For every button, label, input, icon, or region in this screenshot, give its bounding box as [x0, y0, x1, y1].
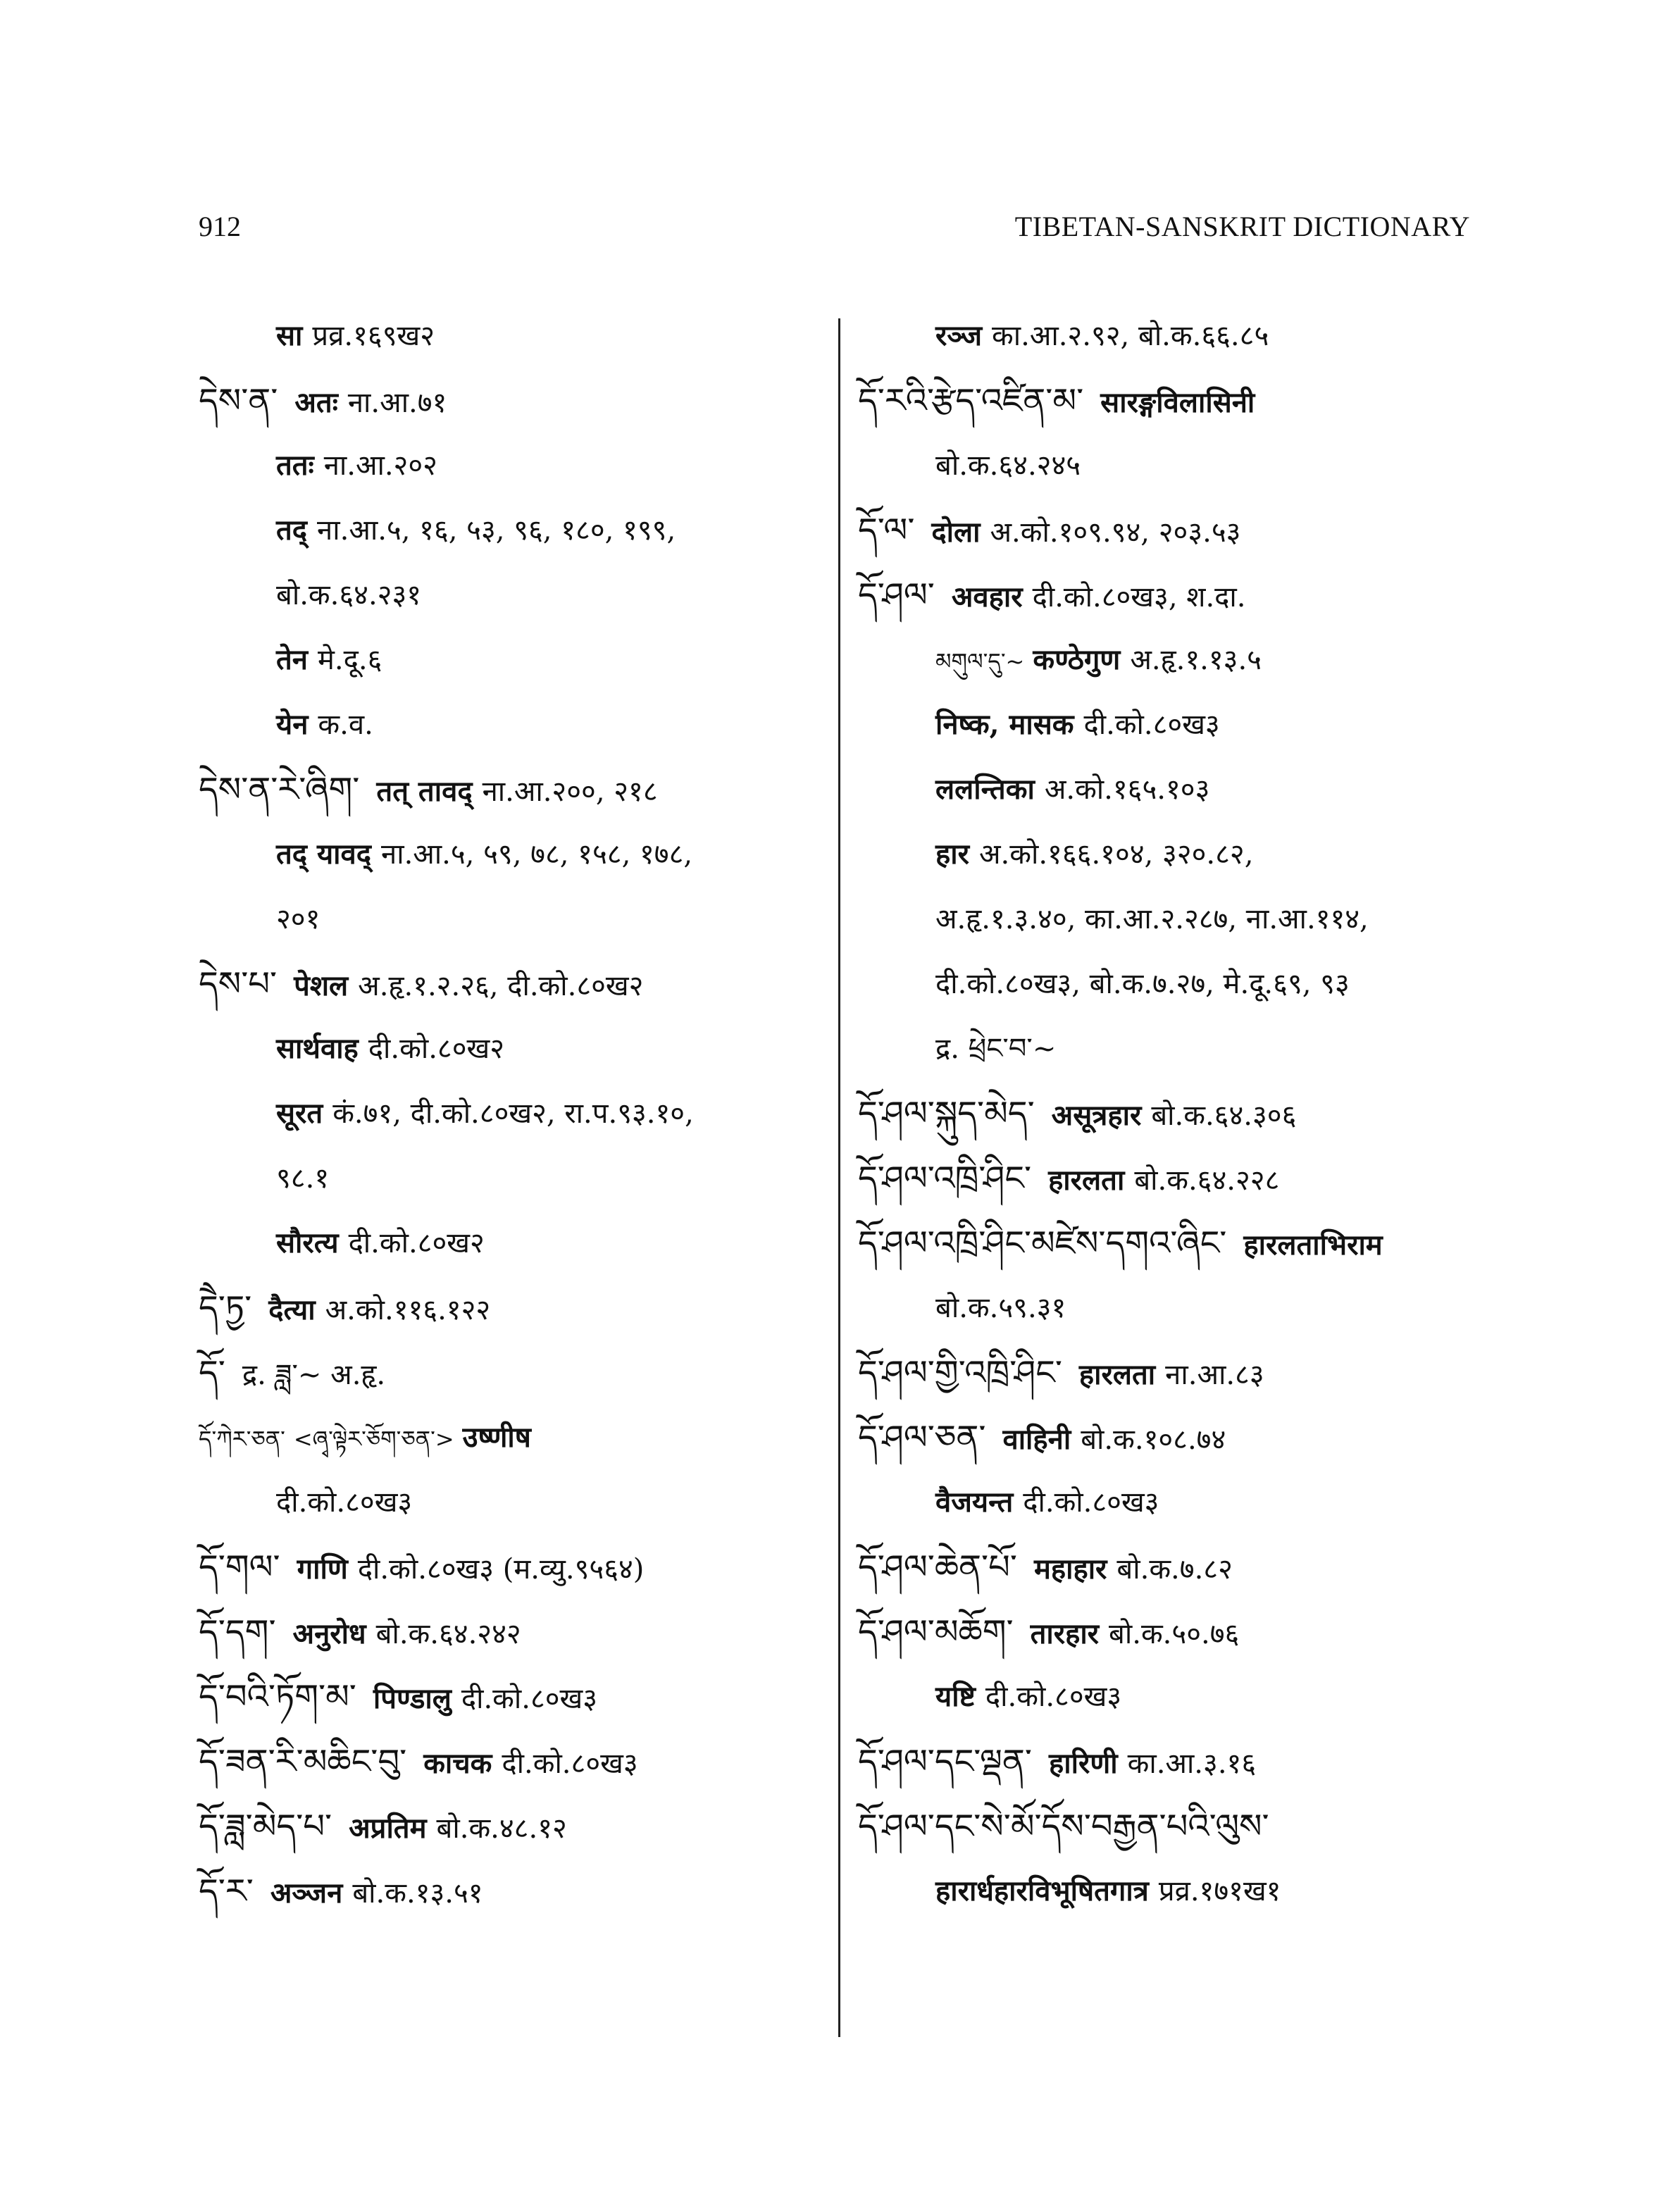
tibetan-headword: དོ་ཤལ་མཆོག་ — [858, 1612, 1014, 1652]
sanskrit-term: रञ्ज — [935, 319, 983, 352]
dictionary-entry — [858, 1353, 1492, 1393]
source-reference: ना.आ.५, १६, ५३, ९६, १८०, १९९, — [317, 514, 676, 547]
tibetan-headword: དོ་ཤལ་སྐུད་མེད་ — [858, 1094, 1035, 1133]
sanskrit-term: तारहार — [1030, 1617, 1100, 1650]
tibetan-headword: དོ་ལ་ — [858, 511, 915, 550]
dictionary-entry — [199, 1420, 819, 1455]
dictionary-entry — [858, 381, 1492, 421]
dictionary-entry — [199, 1874, 819, 1909]
entry-continuation — [199, 513, 819, 548]
source-reference: अ.को.११६.१२२ — [325, 1294, 491, 1326]
source-reference: बो.क.४८.१२ — [436, 1812, 567, 1845]
sanskrit-term: यष्टि — [935, 1680, 976, 1713]
dictionary-entry — [199, 1614, 819, 1650]
source-reference: अ.हृ.१.३.४०, का.आ.२.२८७, ना.आ.११४, — [935, 903, 1369, 935]
source-reference: कं.७१, दी.को.८०ख२, रा.प.९३.१०, — [332, 1097, 694, 1130]
sanskrit-term: ललन्तिका — [935, 773, 1035, 806]
source-reference: बो.क.५९.३१ — [935, 1292, 1066, 1324]
dictionary-entry — [199, 1744, 819, 1779]
sanskrit-term: महाहार — [1033, 1552, 1107, 1586]
source-reference: २०१ — [276, 903, 321, 935]
sanskrit-term: निष्क, मासक — [935, 708, 1074, 741]
sanskrit-term: अतः — [294, 386, 338, 419]
sanskrit-term: काचक — [423, 1747, 492, 1780]
source-reference: ना.आ.७१ — [347, 387, 447, 419]
sanskrit-term: दैत्या — [268, 1293, 316, 1326]
tibetan-headword: དོ་རའི་རྩེད་འཛིན་མ་ — [858, 381, 1084, 421]
source-reference: ना.आ.२००, २१८ — [482, 776, 658, 808]
source-reference: अ.हृ.१.२.२६, दी.को.८०ख२ — [358, 970, 644, 1002]
dictionary-entry — [858, 1614, 1492, 1650]
dictionary-entry — [199, 1809, 819, 1844]
entry-continuation — [858, 1874, 1492, 1909]
source-reference: अ.हृ.१.१३.५ — [1130, 644, 1262, 676]
entry-continuation — [199, 318, 819, 354]
source-reference: दी.को.८०ख२ — [348, 1227, 485, 1259]
source-reference: दी.को.८०ख२ — [368, 1033, 505, 1065]
dictionary-entry — [199, 1550, 819, 1585]
dictionary-entry — [199, 1290, 819, 1326]
dictionary-entry — [199, 966, 819, 1002]
source-reference: दी.को.८०ख३ — [502, 1748, 638, 1780]
tibetan-headword: དེས་ན་རེ་ཞིག་ — [199, 770, 360, 809]
tibetan-gloss: <ཞྭ་ལྟེར་ཅོག་ཅན་> — [293, 1426, 454, 1452]
entry-continuation — [199, 1031, 819, 1066]
entry-continuation — [858, 318, 1492, 354]
source-reference: अ.को.१०९.९४, २०३.५३ — [990, 516, 1241, 549]
tibetan-headword: དོ་ཤལ་དང་ལྡན་ — [858, 1742, 1033, 1781]
dictionary-entry — [199, 381, 819, 421]
tibetan-headword: དོ་བའི་ཏོག་མ་ — [199, 1677, 356, 1717]
right-column — [858, 318, 1492, 1938]
source-reference: बो.क.६४.२४२ — [375, 1618, 521, 1650]
sanskrit-term: हारलता — [1048, 1164, 1125, 1197]
entry-continuation — [858, 902, 1492, 937]
dictionary-entry — [858, 513, 1492, 548]
sanskrit-term: हारिणी — [1049, 1747, 1118, 1780]
entry-continuation — [199, 642, 819, 678]
entry-continuation — [858, 966, 1492, 1002]
left-column — [199, 318, 819, 1938]
sanskrit-term: ततः — [276, 449, 314, 482]
entry-continuation — [858, 772, 1492, 807]
source-reference: प्रव्र.१७१ख१ — [1158, 1875, 1281, 1907]
source-reference: ना.आ.२०२ — [323, 449, 437, 482]
sanskrit-term: असूत्रहार — [1051, 1099, 1142, 1132]
source-reference: दी.को.८०ख३ (म.व्यु.९५६४) — [357, 1553, 645, 1586]
entry-continuation — [199, 448, 819, 483]
sanskrit-term: उष्णीष — [462, 1421, 531, 1454]
entry-continuation — [858, 1290, 1492, 1326]
source-reference: बो.क.१३.५१ — [352, 1877, 483, 1910]
source-reference: बो.क.६४.२३१ — [276, 579, 422, 611]
entry-continuation — [858, 642, 1492, 678]
source-reference: दी.को.८०ख३ — [461, 1683, 598, 1715]
sanskrit-term: तेन — [276, 643, 308, 676]
sanskrit-term: हारलताभिराम — [1243, 1228, 1383, 1262]
sanskrit-term: हारार्धहारविभूषितगात्र — [935, 1874, 1149, 1907]
source-reference: द्र. ཕྲེང་བ་~ — [935, 1033, 1057, 1065]
source-reference: का.आ.३.१६ — [1127, 1748, 1257, 1780]
entry-continuation — [199, 1485, 819, 1520]
tibetan-headword: དོ་ཤལ་དང་སེ་མོ་དོས་བརྒྱན་པའི་ལུས་ — [858, 1807, 1269, 1846]
tibetan-headword: དེས་ན་ — [199, 381, 278, 421]
sanskrit-term: वाहिनी — [1002, 1423, 1071, 1456]
tibetan-headword: དོ་ཟན་རི་མཆིང་བུ་ — [199, 1742, 407, 1781]
entry-continuation — [858, 448, 1492, 483]
source-reference: दी.को.८०ख३ — [1083, 709, 1220, 741]
tibetan-headword: དོ་ — [199, 1353, 225, 1393]
tibetan-headword: དོ་ཤལ་འཁྲི་ཤིང་མཛེས་དགའ་ཞིང་ — [858, 1224, 1227, 1263]
entry-continuation — [199, 578, 819, 613]
tibetan-headword: དོ་གལ་ — [199, 1548, 280, 1587]
sanskrit-term: हारलता — [1078, 1358, 1156, 1391]
tibetan-headword: དཻ་ཏྱ་ — [199, 1288, 252, 1328]
tibetan-headword: དོ་ཤལ་ — [858, 575, 935, 615]
source-reference: ना.आ.८३ — [1165, 1359, 1264, 1391]
column-divider — [838, 318, 840, 2037]
running-head: TIBETAN-SANSKRIT DICTIONARY — [1014, 211, 1470, 242]
entry-continuation — [199, 902, 819, 937]
source-reference: ना.आ.५, ५९, ७८, १५८, १७८, — [381, 838, 693, 871]
entry-continuation — [199, 1161, 819, 1196]
dictionary-entry — [858, 1096, 1492, 1131]
source-reference: बो.क.७.८२ — [1116, 1553, 1233, 1586]
tibetan-headword: དོ་ར་ — [199, 1872, 254, 1911]
entry-continuation — [858, 1485, 1492, 1520]
source-reference: दी.को.८०ख३ — [985, 1681, 1122, 1713]
sanskrit-term: वैजयन्त — [935, 1486, 1014, 1519]
dictionary-entry — [858, 1809, 1492, 1844]
tibetan-headword: དོ་ཤལ་འཁྲི་ཤིང་ — [858, 1159, 1032, 1198]
source-reference: दी.को.८०ख३, बो.क.७.२७, मे.दू.६९, ९३ — [935, 968, 1350, 1000]
sanskrit-term: सारङ्गविलासिनी — [1100, 386, 1255, 419]
source-reference: दी.को.८०ख३ — [276, 1486, 413, 1519]
sanskrit-term: कण्ठेगुण — [1033, 643, 1121, 676]
entry-continuation — [858, 1031, 1492, 1066]
sanskrit-term: सूरत — [276, 1097, 323, 1130]
dictionary-entry — [858, 1550, 1492, 1585]
dictionary-entry — [858, 1744, 1492, 1779]
source-reference: द्र. ཟླ་~ अ.हृ. — [242, 1359, 386, 1391]
tibetan-headword: དོ་དག་ — [199, 1612, 276, 1652]
sanskrit-term: तत् तावद् — [376, 775, 473, 808]
source-reference: अ.को.१६६.१०४, ३२०.८२, — [978, 838, 1254, 871]
dictionary-entry — [858, 1226, 1492, 1261]
dictionary-entry — [858, 1161, 1492, 1196]
tibetan-headword: དོ་ཤལ་ཅན་ — [858, 1418, 986, 1457]
tibetan-headword: དོ་ཀེར་ཅན་ — [199, 1426, 285, 1452]
dictionary-entry — [858, 575, 1492, 615]
sanskrit-term: अवहार — [951, 580, 1023, 614]
source-reference: दी.को.८०ख३ — [1023, 1486, 1159, 1519]
entry-continuation — [858, 837, 1492, 872]
sanskrit-term: येन — [276, 708, 309, 741]
sanskrit-term: सार्थवाह — [276, 1032, 359, 1065]
dictionary-entry — [199, 1353, 819, 1393]
entry-continuation — [199, 837, 819, 872]
dictionary-entry — [199, 772, 819, 807]
entry-continuation — [199, 707, 819, 742]
sanskrit-term: अप्रतिम — [349, 1812, 427, 1845]
source-reference: बो.क.१०८.७४ — [1081, 1424, 1226, 1456]
sanskrit-term: पेशल — [294, 969, 349, 1002]
sanskrit-term: दोला — [931, 516, 981, 549]
entry-continuation — [858, 707, 1492, 742]
entry-continuation — [199, 1096, 819, 1131]
source-reference: का.आ.२.९२, बो.क.६६.८५ — [992, 320, 1269, 352]
sanskrit-term: गाणि — [297, 1552, 348, 1586]
tibetan-headword: དེས་པ་ — [199, 964, 278, 1004]
page-number: 912 — [199, 211, 241, 242]
sanskrit-term: अञ्जन — [270, 1876, 343, 1910]
source-reference: बो.क.६४.३०६ — [1151, 1100, 1297, 1132]
source-reference: क.व. — [318, 709, 373, 741]
sanskrit-term: सौरत्य — [276, 1226, 339, 1259]
source-reference: अ.को.१६५.१०३ — [1044, 773, 1210, 806]
source-reference: प्रव्र.१६९ख२ — [312, 320, 435, 352]
source-reference: ९८.१ — [276, 1162, 330, 1195]
tibetan-headword: མགུལ་དུ་~ — [935, 648, 1025, 675]
sanskrit-term: सा — [276, 319, 303, 352]
dictionary-entry — [858, 1420, 1492, 1455]
source-reference: बो.क.६४.२४५ — [935, 449, 1081, 482]
sanskrit-term: तद् — [276, 513, 308, 547]
sanskrit-term: पिण्डालु — [373, 1682, 452, 1715]
entry-continuation — [858, 1679, 1492, 1714]
entry-continuation — [199, 1226, 819, 1261]
dictionary-entry — [199, 1677, 819, 1717]
source-reference: मे.दू.६ — [318, 644, 382, 676]
sanskrit-term: अनुरोध — [292, 1617, 366, 1650]
tibetan-headword: དོ་ཤལ་ཆེན་པོ་ — [858, 1548, 1017, 1587]
sanskrit-term: हार — [935, 838, 969, 871]
source-reference: बो.क.६४.२२८ — [1134, 1164, 1280, 1197]
source-reference: बो.क.५०.७६ — [1109, 1618, 1240, 1650]
tibetan-headword: དོ་ཤལ་གྱི་འཁྲི་ཤིང་ — [858, 1353, 1062, 1393]
source-reference: दी.को.८०ख३, श.दा. — [1032, 581, 1246, 614]
tibetan-headword: དོ་ཟླ་མེད་པ་ — [199, 1807, 332, 1846]
sanskrit-term: तद् यावद् — [276, 838, 372, 871]
